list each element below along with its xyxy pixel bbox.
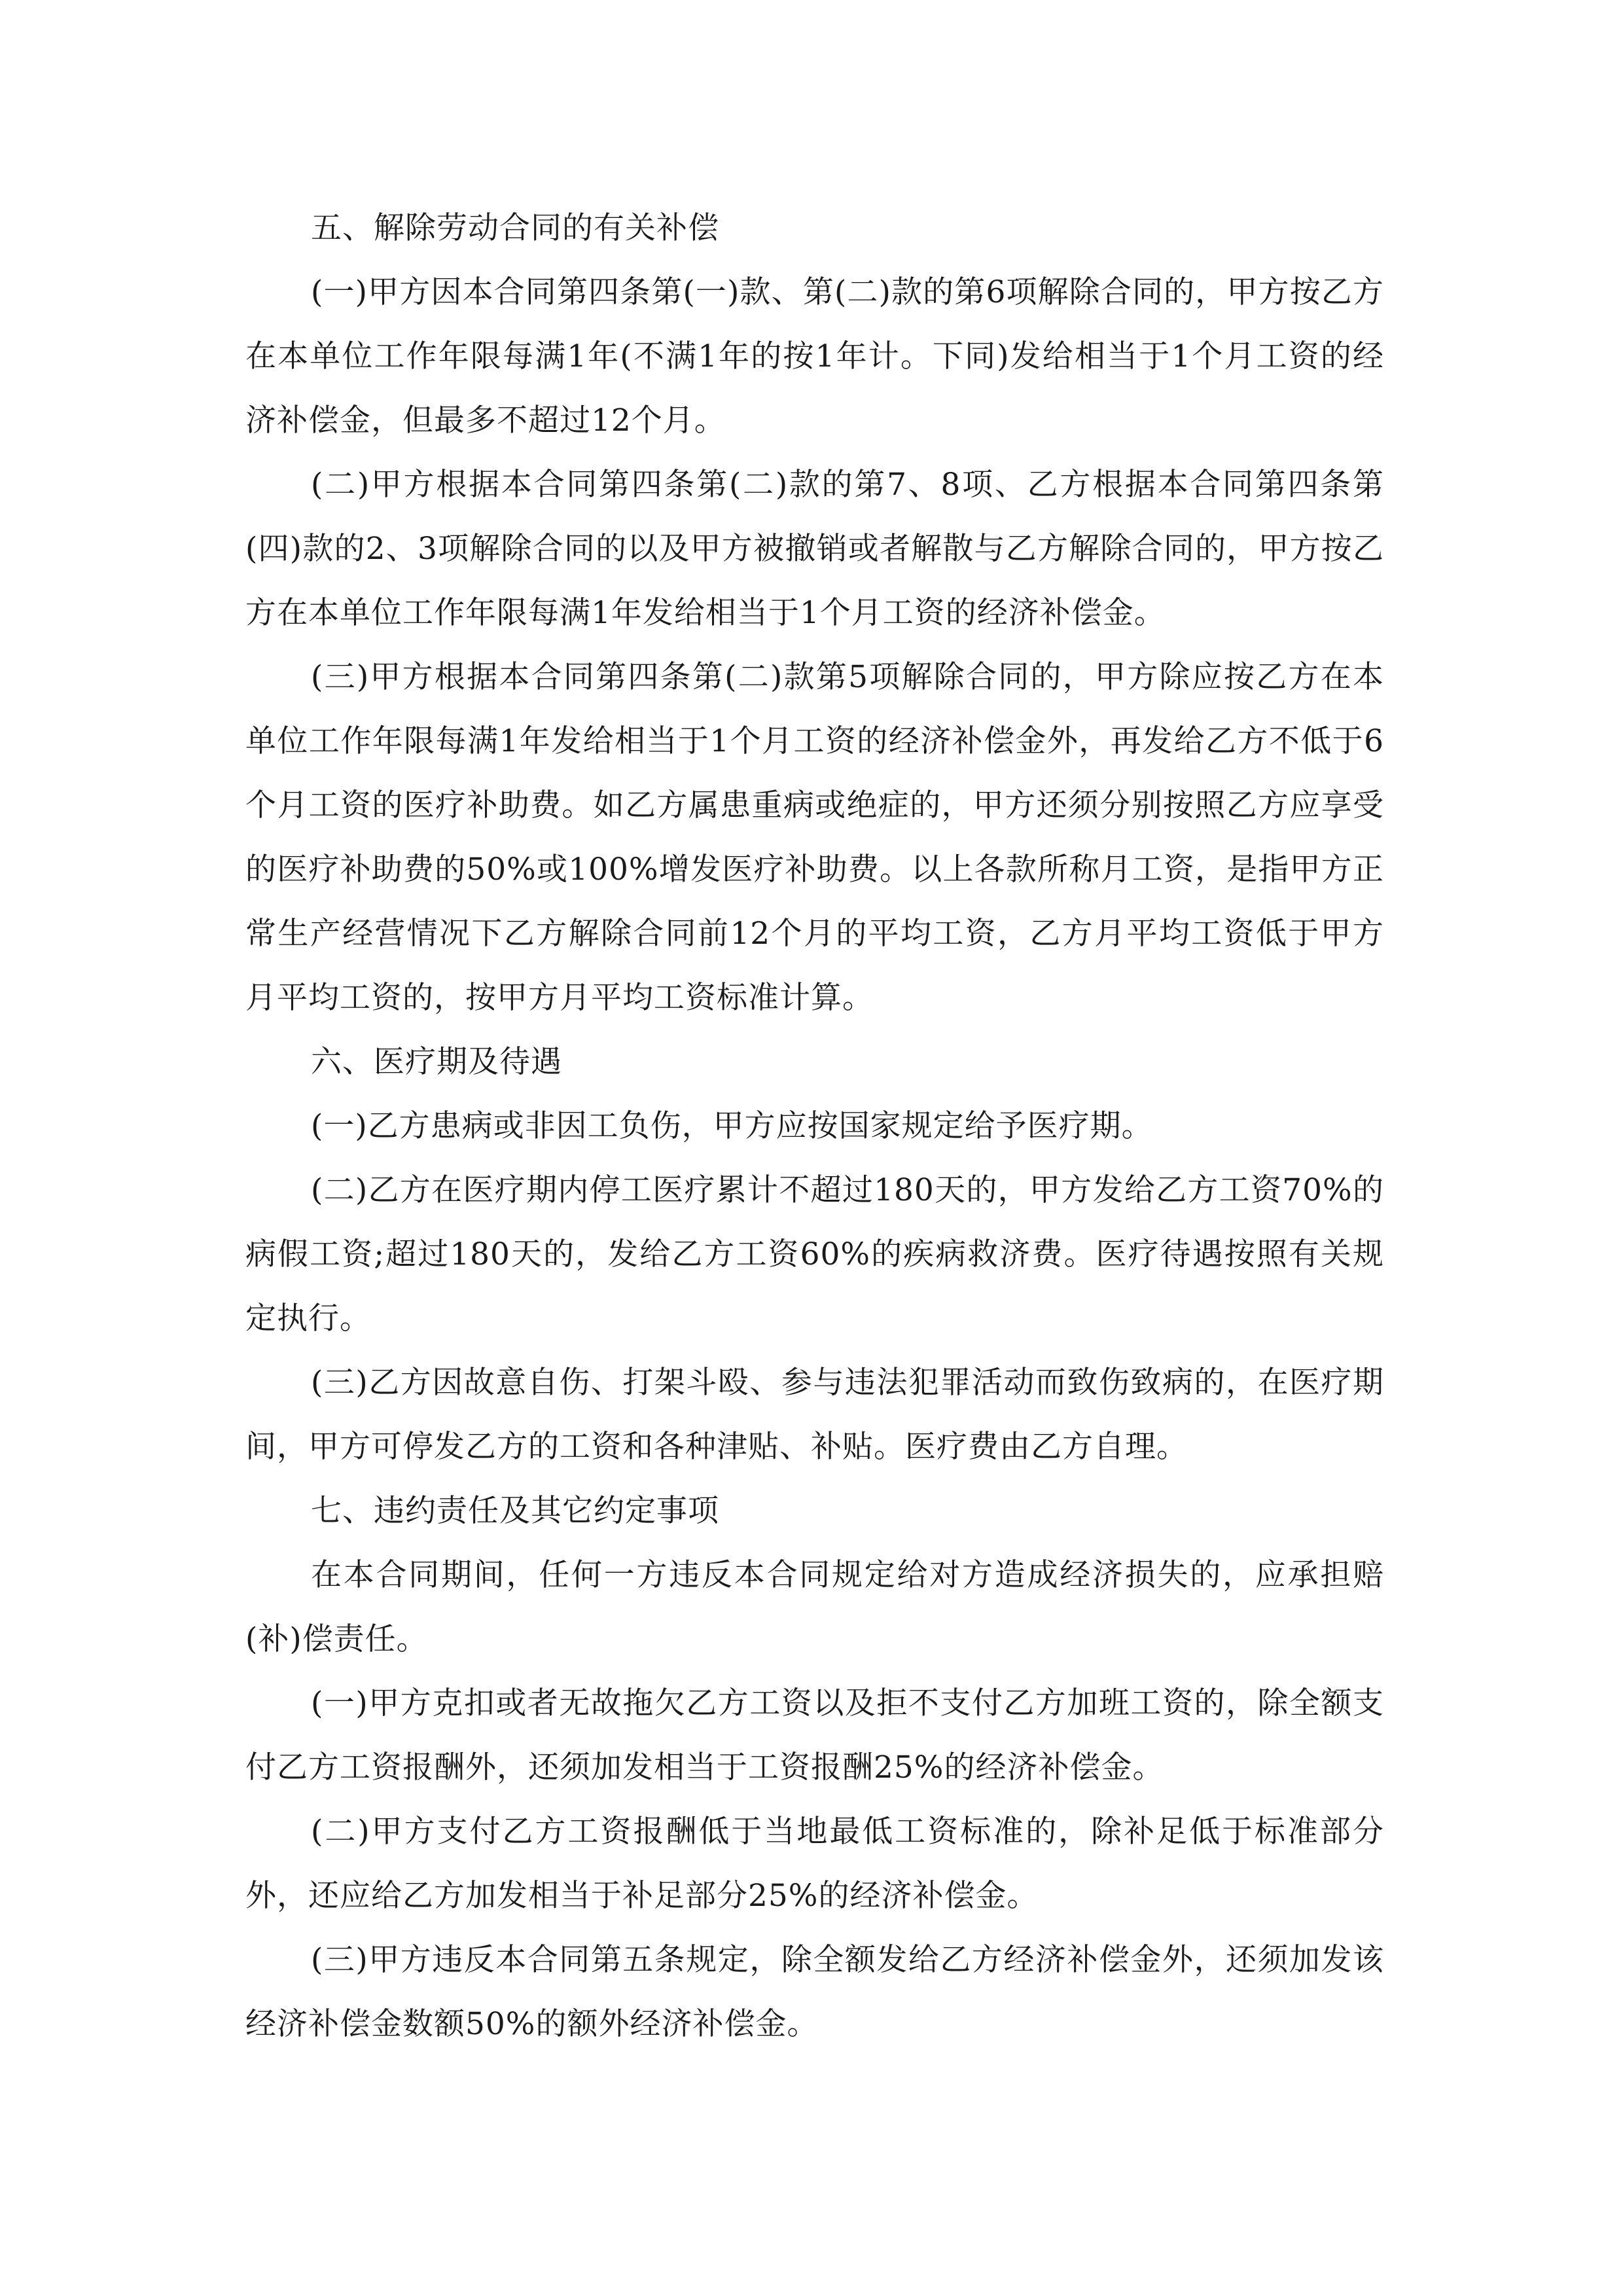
section-heading-6: 六、医疗期及待遇 — [311, 1044, 562, 1080]
clause-7-2: (二)甲方支付乙方工资报酬低于当地最低工资标准的，除补足低于标准部分外，还应给乙方加发相当于补足部分25%的经济补偿金。 — [245, 1814, 1384, 1914]
clause-6-3: (三)乙方因故意自伤、打架斗殴、参与违法犯罪活动而致伤致病的，在医疗期间，甲方可停发乙方的工资和各种津贴、补贴。医疗费由乙方自理。 — [245, 1365, 1384, 1465]
clause-7-3: (三)甲方违反本合同第五条规定，除全额发给乙方经济补偿金外，还须加发该经济补偿金数额50%的额外经济补偿金。 — [245, 1942, 1384, 2042]
document-body — [245, 196, 1384, 2056]
section-heading-5: 五、解除劳动合同的有关补偿 — [311, 210, 719, 246]
section-heading-7: 七、违约责任及其它约定事项 — [311, 1493, 719, 1529]
clause-5-3: (三)甲方根据本合同第四条第(二)款第5项解除合同的，甲方除应按乙方在本单位工作年限每满1年发给相当于1个月工资的经济补偿金外，再发给乙方不低于6个月工资的医疗补助费。如乙方属患重病或绝症的，甲方还须分别按照乙方应享受的医疗补助费的50%或100%增发医疗补助费。以上各款所称月工资，是指甲方正常生产经营情况下乙方解除合同前12个月的平均工资，乙方月平均工资低于甲方月平均工资的，按甲方月平均工资标准计算。 — [245, 659, 1384, 1016]
clause-7-1: (一)甲方克扣或者无故拖欠乙方工资以及拒不支付乙方加班工资的，除全额支付乙方工资报酬外，还须加发相当于工资报酬25%的经济补偿金。 — [245, 1685, 1384, 1785]
clause-7-intro: 在本合同期间，任何一方违反本合同规定给对方造成经济损失的，应承担赔(补)偿责任。 — [245, 1557, 1384, 1657]
clause-5-2: (二)甲方根据本合同第四条第(二)款的第7、8项、乙方根据本合同第四条第(四)款的2、3项解除合同的以及甲方被撤销或者解散与乙方解除合同的，甲方按乙方在本单位工作年限每满1年发给相当于1个月工资的经济补偿金。 — [245, 467, 1384, 631]
clause-6-1: (一)乙方患病或非因工负伤，甲方应按国家规定给予医疗期。 — [311, 1108, 1153, 1144]
clause-6-2: (二)乙方在医疗期内停工医疗累计不超过180天的，甲方发给乙方工资70%的病假工资;超过180天的，发给乙方工资60%的疾病救济费。医疗待遇按照有关规定执行。 — [245, 1172, 1384, 1336]
clause-5-1: (一)甲方因本合同第四条第(一)款、第(二)款的第6项解除合同的，甲方按乙方在本单位工作年限每满1年(不满1年的按1年计。下同)发给相当于1个月工资的经济补偿金，但最多不超过12个月。 — [245, 274, 1384, 439]
